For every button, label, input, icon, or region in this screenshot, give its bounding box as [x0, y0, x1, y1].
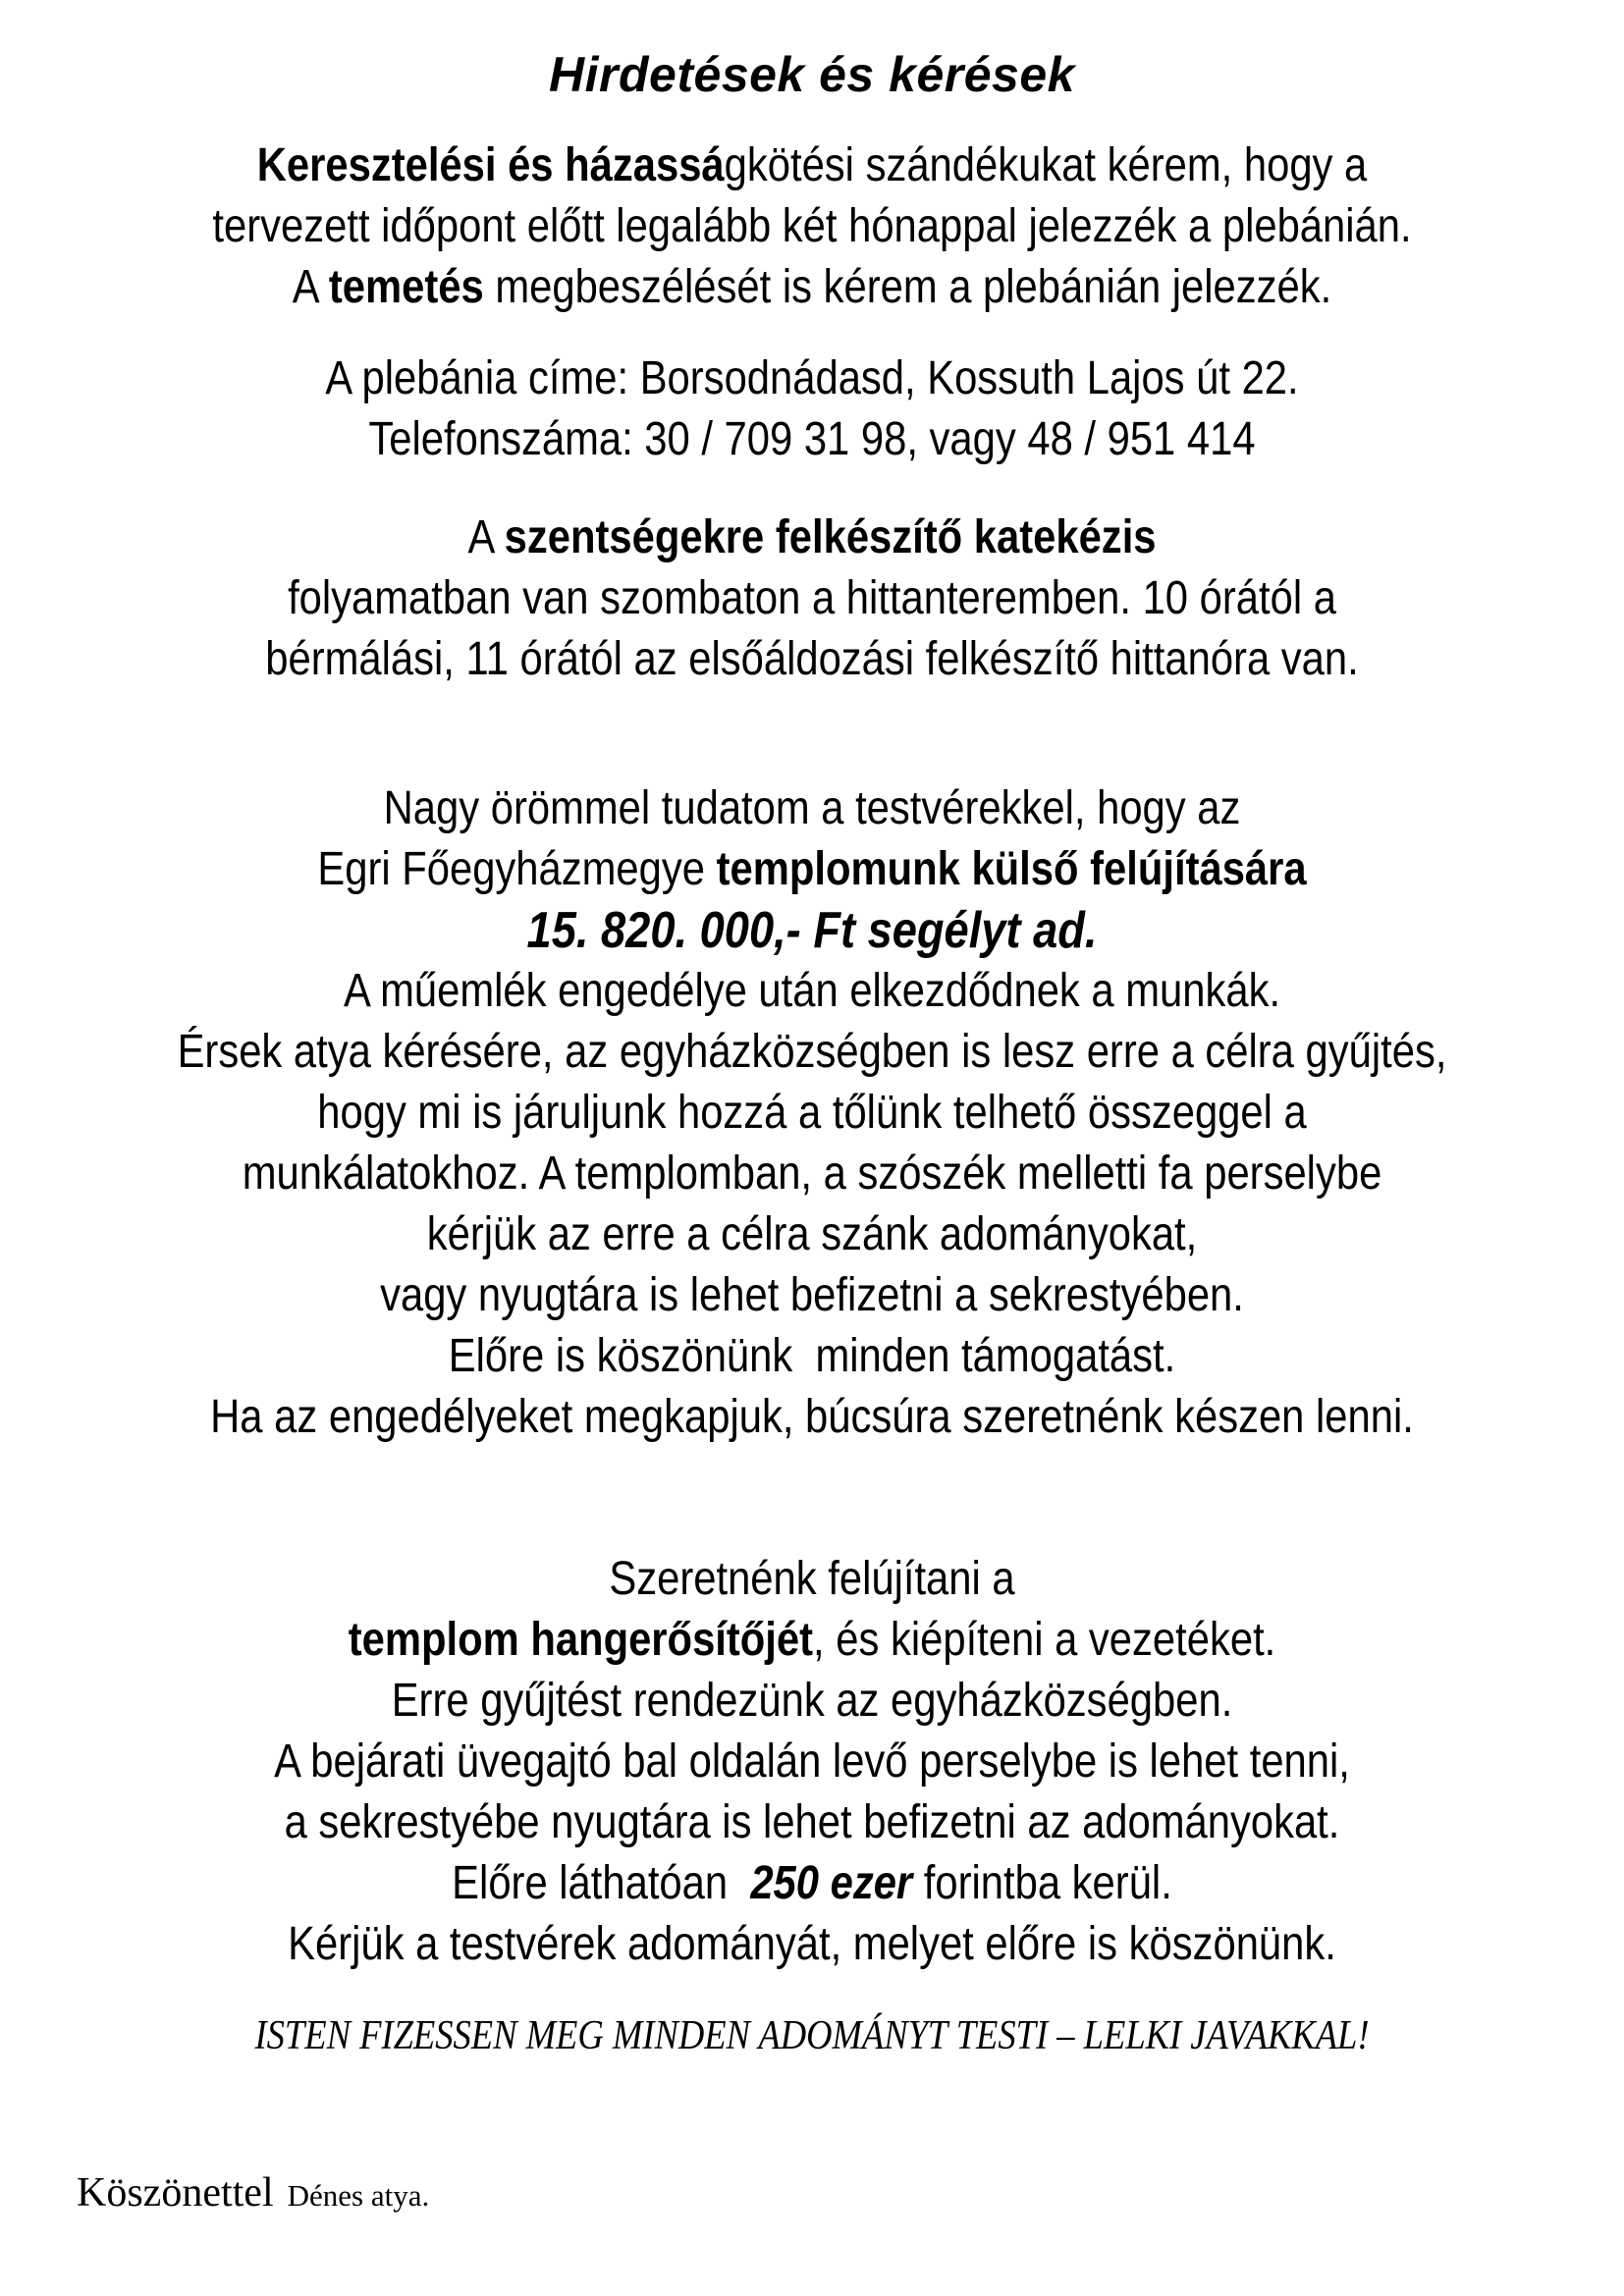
text-line	[106, 409, 1519, 470]
text-segment: A	[292, 261, 329, 313]
amplifier-renovation-appeal	[106, 1549, 1519, 1975]
text-segment: szentségekre felkészítő katekézis	[504, 511, 1157, 563]
text-segment: temetés	[328, 261, 484, 313]
text-line	[106, 1792, 1519, 1853]
text-line	[106, 961, 1519, 1022]
text-line	[106, 1022, 1519, 1083]
text-line	[106, 1204, 1519, 1265]
text-line	[106, 629, 1519, 690]
text-line	[106, 1610, 1519, 1671]
text-segment: Nagy örömmel tudatom a testvérekkel, hogy az	[383, 782, 1241, 834]
signature	[61, 2110, 429, 2284]
text-segment: Telefonszáma: 30 / 709 31 98, vagy 48 / 951 414	[368, 413, 1256, 465]
text-segment: A plebánia címe: Borsodnádasd, Kossuth Lajos út 22.	[325, 352, 1299, 404]
text-segment: 250 ezer	[750, 1857, 913, 1909]
text-segment: vagy nyugtára is lehet befizetni a sekrestyében.	[380, 1269, 1244, 1321]
text-line	[106, 1265, 1519, 1326]
text-segment: A műemlék engedélye után elkezdődnek a munkák.	[343, 965, 1281, 1017]
text-line	[106, 1671, 1519, 1732]
text-segment: a sekrestyébe nyugtára is lehet befizetni az adományokat.	[284, 1796, 1340, 1848]
text-segment: bérmálási, 11 órától az elsőáldozási felkészítő hittanóra van.	[265, 633, 1359, 685]
text-line	[106, 1144, 1519, 1204]
catechesis-notice	[106, 507, 1519, 690]
page-title: Hirdetések és kérések	[549, 47, 1075, 102]
text-line	[106, 507, 1519, 568]
text-segment: Előre is köszönünk minden támogatást.	[448, 1330, 1176, 1382]
text-segment: Érsek atya kérésére, az egyházközségben is lesz erre a célra gyűjtés,	[177, 1026, 1447, 1078]
text-line	[106, 568, 1519, 629]
text-segment: A bejárati üvegajtó bal oldalán levő perselybe is lehet tenni,	[274, 1735, 1350, 1788]
signature-closing: Köszönettel	[77, 2170, 274, 2216]
text-line	[106, 900, 1519, 961]
text-segment: folyamatban van szombaton a hittanteremben. 10 órától a	[288, 572, 1336, 624]
text-line	[106, 1083, 1519, 1144]
text-line	[106, 839, 1519, 900]
text-segment: Kérjük a testvérek adományát, melyet előre is köszönünk.	[288, 1918, 1336, 1970]
text-segment: Ha az engedélyeket megkapjuk, búcsúra szeretnénk készen lenni.	[210, 1391, 1414, 1443]
text-segment: Szeretnénk felújítani a	[609, 1553, 1015, 1605]
text-segment: templom hangerősítőjét	[348, 1614, 814, 1666]
text-segment: Erre gyűjtést rendezünk az egyházközségben.	[391, 1675, 1233, 1727]
renovation-grant-announcement	[106, 778, 1519, 1448]
text-line	[106, 348, 1519, 409]
text-segment: gkötési szándékukat kérem, hogy a	[724, 139, 1368, 191]
text-segment: tervezett időpont előtt legalább két hónappal jelezzék a plebánián.	[212, 200, 1412, 252]
text-segment: templomunk külső felújítására	[716, 843, 1307, 895]
text-segment: forintba kerül.	[912, 1857, 1172, 1909]
text-segment: A	[467, 511, 505, 563]
text-segment: 15. 820. 000,- Ft segélyt ad.	[526, 902, 1098, 959]
text-segment: Előre láthatóan	[452, 1857, 751, 1909]
parish-contact	[106, 348, 1519, 470]
text-line	[106, 1732, 1519, 1792]
text-line	[106, 1549, 1519, 1610]
text-segment: megbeszélését is kérem a plebánián jelezzék.	[483, 261, 1332, 313]
text-line	[106, 1853, 1519, 1914]
text-line	[106, 1326, 1519, 1387]
text-segment: Egri Főegyházmegye	[317, 843, 717, 895]
signature-name: Dénes atya.	[287, 2178, 430, 2213]
text-line	[106, 135, 1519, 196]
text-line	[106, 196, 1519, 257]
text-segment: Keresztelési és házassá	[256, 139, 725, 191]
text-line	[106, 1914, 1519, 1975]
text-line	[106, 778, 1519, 839]
text-segment: munkálatokhoz. A templomban, a szószék melletti fa perselybe	[242, 1148, 1382, 1200]
text-segment: hogy mi is járuljunk hozzá a tőlünk telhető összeggel a	[317, 1087, 1307, 1139]
text-line	[106, 1387, 1519, 1448]
baptism-marriage-funeral-notice	[106, 135, 1519, 318]
blessing-line: ISTEN FIZESSEN MEG MINDEN ADOMÁNYT TESTI – LELKI JAVAKKAL!	[254, 2013, 1370, 2058]
text-segment: , és kiépíteni a vezetéket.	[813, 1614, 1276, 1666]
text-line	[106, 257, 1519, 318]
text-segment: kérjük az erre a célra szánk adományokat,	[426, 1208, 1198, 1260]
